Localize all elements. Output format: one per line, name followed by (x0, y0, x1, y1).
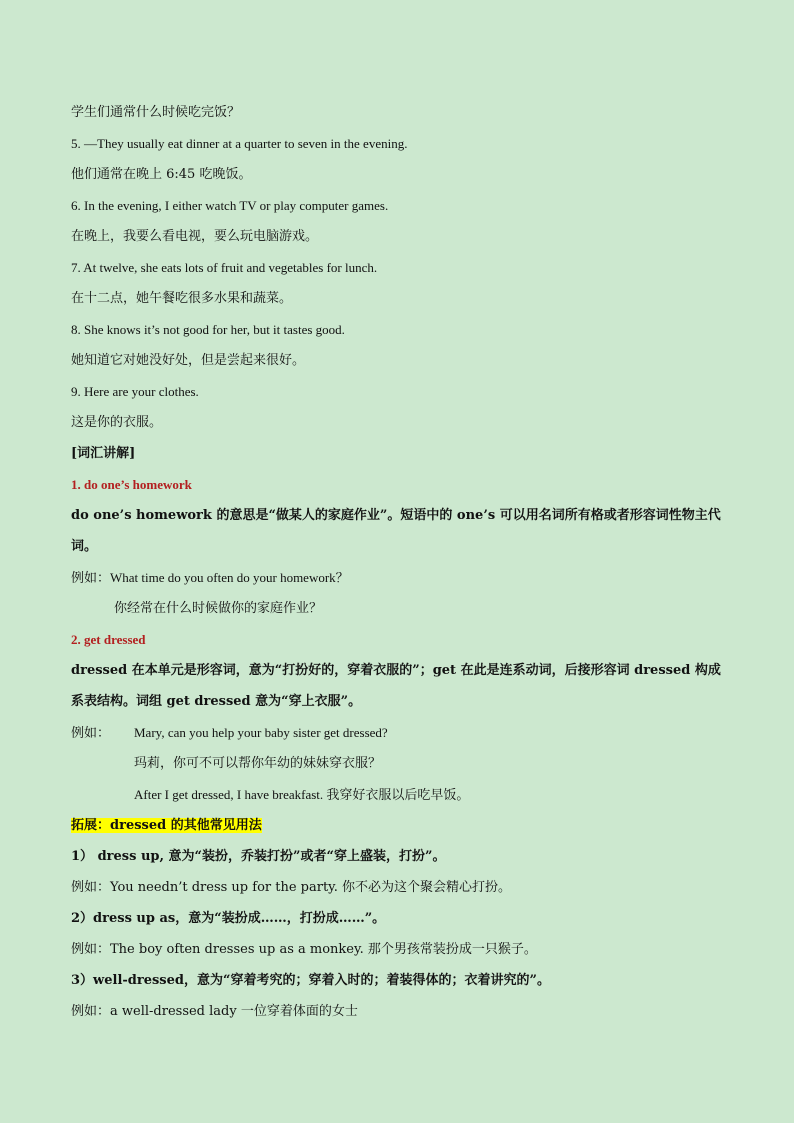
example-line (71, 562, 731, 593)
example-label: 例如： (71, 571, 111, 586)
example-line: After I get dressed, I have breakfast. 我穿好衣服以后吃早饭。 (134, 787, 470, 802)
example-line: 例如：The boy often dresses up as a monkey. 那个男孩常装扮成一只猴子。 (71, 942, 537, 957)
example-text: What time do you often do your homework？ (110, 570, 349, 585)
example-label: 例如： (71, 726, 111, 741)
example-line: 例如：a well-dressed lady 一位穿着体面的女士 (71, 1004, 358, 1019)
sentence-line: 7. At twelve, she eats lots of fruit and vegetables for lunch. (71, 260, 378, 275)
translation-line: 学生们通常什么时候吃完饭？ (71, 105, 241, 120)
explanation-line: do one’s homework 的意思是“做某人的家庭作业”。短语中的 one’s 可以用名词所有格或者形容词性物主代 (71, 508, 721, 523)
translation-line: 他们通常在晚上 6:45 吃晚饭。 (71, 167, 252, 182)
vocab-heading-2: 2. get dressed (71, 632, 146, 647)
extension-heading-row (71, 810, 731, 841)
document-page (71, 97, 731, 1027)
sentence-line: 8. She knows it’s not good for her, but it tastes good. (71, 322, 345, 337)
usage-line: 1） dress up, 意为“装扮，乔装打扮”或者“穿上盛装，打扮”。 (71, 849, 446, 864)
example-translation: 玛莉，你可不可以帮你年幼的妹妹穿衣服？ (134, 756, 382, 771)
sentence-line: 5. —They usually eat dinner at a quarter to seven in the evening. (71, 136, 408, 151)
translation-line: 在十二点，她午餐吃很多水果和蔬菜。 (71, 291, 293, 306)
example-line: 例如：You needn’t dress up for the party. 你不必为这个聚会精心打扮。 (71, 880, 512, 895)
extension-heading: 拓展：dressed 的其他常见用法 (71, 818, 262, 833)
usage-line: 3）well-dressed，意为“穿着考究的；穿着入时的；着装得体的；衣着讲究的”。 (71, 973, 550, 988)
example-line (71, 717, 731, 748)
section-heading: [词汇讲解] (71, 446, 136, 461)
example-translation: 你经常在什么时候做你的家庭作业？ (114, 601, 323, 616)
explanation-line: 词。 (71, 539, 98, 554)
usage-line: 2）dress up as，意为“装扮成……，打扮成……”。 (71, 911, 386, 926)
example-text: Mary, can you help your baby sister get dressed? (134, 725, 388, 740)
explanation-line: 系表结构。词组 get dressed 意为“穿上衣服”。 (71, 694, 362, 709)
translation-line: 在晚上，我要么看电视，要么玩电脑游戏。 (71, 229, 319, 244)
sentence-line: 6. In the evening, I either watch TV or play computer games. (71, 198, 389, 213)
vocab-heading-1: 1. do one’s homework (71, 477, 192, 492)
translation-line: 这是你的衣服。 (71, 415, 163, 430)
translation-line: 她知道它对她没好处，但是尝起来很好。 (71, 353, 306, 368)
sentence-line: 9. Here are your clothes. (71, 384, 199, 399)
explanation-line: dressed 在本单元是形容词，意为“打扮好的，穿着衣服的”；get 在此是连系动词，后接形容词 dressed 构成 (71, 663, 721, 678)
